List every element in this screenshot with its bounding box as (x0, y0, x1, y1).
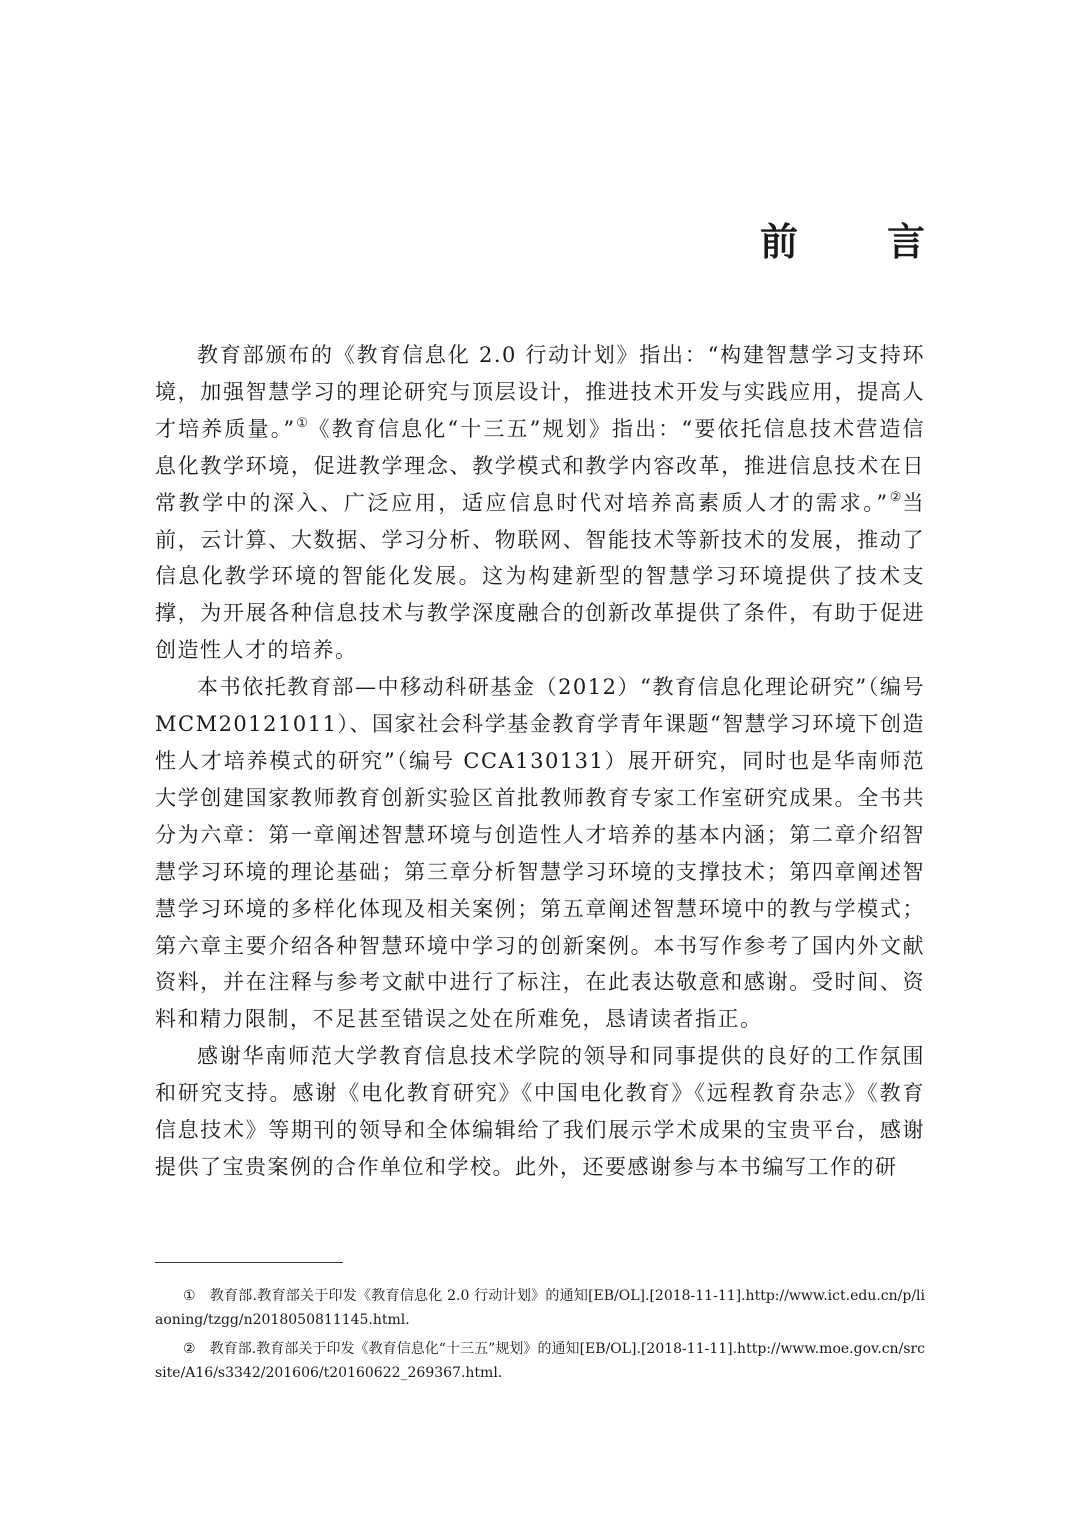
footnote-mark: ① (183, 1288, 196, 1304)
paragraph-text: 《教育信息化“十三五”规划》指出：“要依托信息技术营造信息化教学环境，促进教学理念、教学模式和教学内容改革，推进信息技术在日常教学中的深入、广泛应用，适应信息时代对培养高素质人才的需求。” (155, 416, 925, 515)
footnote-ref[interactable]: ② (888, 489, 903, 505)
footnote (155, 1284, 925, 1332)
paragraph (155, 1038, 925, 1186)
footnote-mark: ② (183, 1341, 196, 1357)
footnote-text: 教育部.教育部关于印发《教育信息化“十三五”规划》的通知[EB/OL].[2018-11-11].http://www.moe.gov.cn/srcsite/A16/s3342/201606/t20160622_269367.html. (155, 1341, 926, 1381)
preface-body (155, 337, 925, 1186)
footnote-divider (155, 1262, 343, 1263)
paragraph-text: 本书依托教育部—中移动科研基金（2012）“教育信息化理论研究”（编号 MCM20121011）、国家社会科学基金教育学青年课题“智慧学习环境下创造性人才培养模式的研究”（编号 CCA130131）展开研究，同时也是华南师范大学创建国家教师教育创新实验区首批教师教育专家工作室研究成果。全书共分为六章：第一章阐述智慧环境与创造性人才培养的基本内涵；第二章介绍智慧学习环境的理论基础；第三章分析智慧学习环境的支撑技术；第四章阐述智慧学习环境的多样化体现及相关案例；第五章阐述智慧环境中的教与学模式；第六章主要介绍各种智慧环境中学习的创新案例。本书写作参考了国内外文献资料，并在注释与参考文献中进行了标注，在此表达敬意和感谢。受时间、资料和精力限制，不足甚至错误之处在所难免，恳请读者指正。 (155, 675, 925, 1032)
footnote (155, 1337, 925, 1385)
page-title: 前 言 (760, 219, 925, 264)
paragraph (155, 669, 925, 1038)
paragraph-text: 教育部颁布的《教育信息化 2.0 行动计划》指出：“构建智慧学习支持环境，加强智慧学习的理论研究与顶层设计，推进技术开发与实践应用，提高人才培养质量。” (155, 343, 925, 441)
footnote-ref[interactable]: ① (295, 415, 309, 431)
paragraph-text: 感谢华南师范大学教育信息技术学院的领导和同事提供的良好的工作氛围和研究支持。感谢《电化教育研究》《中国电化教育》《远程教育杂志》《教育信息技术》等期刊的领导和全体编辑给了我们展示学术成果的宝贵平台，感谢提供了宝贵案例的合作单位和学校。此外，还要感谢参与本书编写工作的研 (155, 1044, 925, 1179)
paragraph-text: 当前，云计算、大数据、学习分析、物联网、智能技术等新技术的发展，推动了信息化教学环境的智能化发展。这为构建新型的智慧学习环境提供了技术支撑，为开展各种信息技术与教学深度融合的创新改革提供了条件，有助于促进创造性人才的培养。 (155, 490, 925, 663)
paragraph (155, 337, 925, 669)
footnotes (155, 1284, 925, 1390)
footnote-text: 教育部.教育部关于印发《教育信息化 2.0 行动计划》的通知[EB/OL].[2018-11-11].http://www.ict.edu.cn/p/liaoning/tzgg/n2018050811145.html. (155, 1288, 925, 1328)
